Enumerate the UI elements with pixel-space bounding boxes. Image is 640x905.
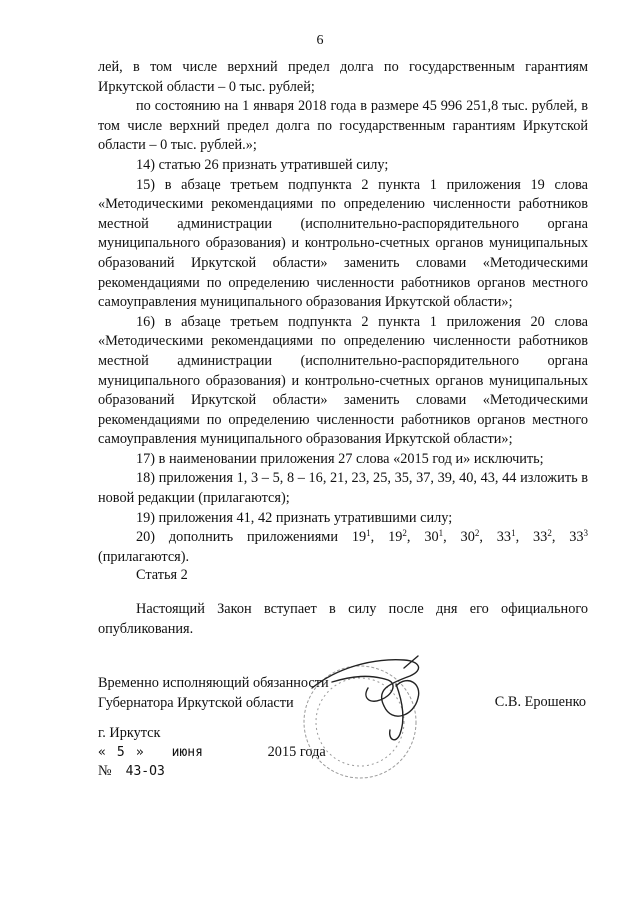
appendix-ref [461,529,480,545]
item20-tail: (прилагаются). [98,548,190,565]
date-open-quote: « [98,745,106,760]
appendix-superscript: 2 [547,528,552,539]
final-provision: Настоящий Закон вступает в силу после дня его официального опубликования. [98,601,588,637]
paragraph: 15) в абзаце третьем подпункта 2 пункта 1 приложения 19 слова «Методическими рекомендациями по определению численности работников местной администрации (исполнительно-распорядительного органа муниципального образования) и контрольно-счетных органов муниципальных образований Иркутской области» заменить словами «Методическими рекомендациями по определению численности работников органов местного самоуправления муниципального образования Иркутской области»; [98,176,588,311]
appendix-number: 33 [533,529,548,546]
article-heading: Статья 2 [136,567,188,583]
appendix-superscript: 1 [366,528,371,539]
appendix-ref [533,529,552,545]
paragraph: 19) приложения 41, 42 признать утратившими силу; [136,509,453,526]
paragraph: 16) в абзаце третьем подпункта 2 пункта 1 приложения 20 слова «Методическими рекомендациями по определению численности работников местной администрации (исполнительно-распорядительного органа муниципального образования) и контрольно-счетных органов муниципальных образований Иркутской области» заменить словами «Методическими рекомендациями по определению численности работников органов местного самоуправления муниципального образования Иркутской области»; [98,313,588,448]
appendix-number: 30 [460,529,475,546]
position-line-1: Временно исполняющий обязанности [98,675,329,691]
appendix-superscript: 1 [511,528,516,539]
position-line-2: Губернатора Иркутской области [98,694,294,711]
official-stamp-and-signature [292,640,442,790]
appendix-ref [352,529,371,545]
number-value: 43-ОЗ [125,764,165,779]
appendix-superscript: 3 [583,528,589,539]
number-sign: № [98,763,112,779]
appendix-number: 33 [569,529,584,546]
law-number [98,762,165,782]
appendix-ref [569,529,588,545]
signatory-name: С.В. Ерошенко [494,694,586,710]
appendix-number: 33 [496,529,512,546]
appendix-ref [424,529,443,545]
paragraph: 14) статью 26 признать утратившей силу; [136,156,389,173]
appendix-ref [497,529,516,545]
item20-appendices: $19^1$, $19^2$, $30^1$, $30^2$, $33^1$, $33^2$, $33^3$ [351,528,589,546]
paragraph: по состоянию на 1 января 2018 года в размере 45 996 251,8 тыс. рублей, в том числе верхний предел долга по государственным гарантиям Иркутской области – 0 тыс. рублей.»; [98,98,588,154]
appendix-ref [388,529,407,545]
paragraph: 17) в наименовании приложения 27 слова «2015 год и» исключить; [136,450,544,467]
date-day: 5 [116,745,125,760]
appendix-superscript: 2 [402,528,407,539]
paragraph-list [98,58,588,528]
page-number: 6 [316,33,324,48]
paragraph-item-20 [98,528,588,567]
handwritten-signature [312,656,419,740]
appendix-superscript: 1 [438,528,444,539]
appendix-number: 19 [388,529,403,546]
place-of-signing: г. Иркутск [98,725,161,741]
item20-lead: 20) дополнить приложениями [136,529,338,546]
date-close-quote: » [135,745,144,760]
appendix-number: 30 [424,529,439,546]
document-body [98,58,588,567]
appendix-superscript: 2 [474,528,480,539]
date-month: июня [171,745,203,760]
paragraph: лей, в том числе верхний предел долга по государственным гарантиям Иркутской области – 0 тыс. рублей; [98,59,588,95]
paragraph: 18) приложения 1, 3 – 5, 8 – 16, 21, 23, 25, 35, 37, 39, 40, 43, 44 изложить в новой редакции (прилагаются); [98,470,588,507]
date-year: 2015 года [267,744,326,760]
appendix-number: 19 [351,529,367,546]
